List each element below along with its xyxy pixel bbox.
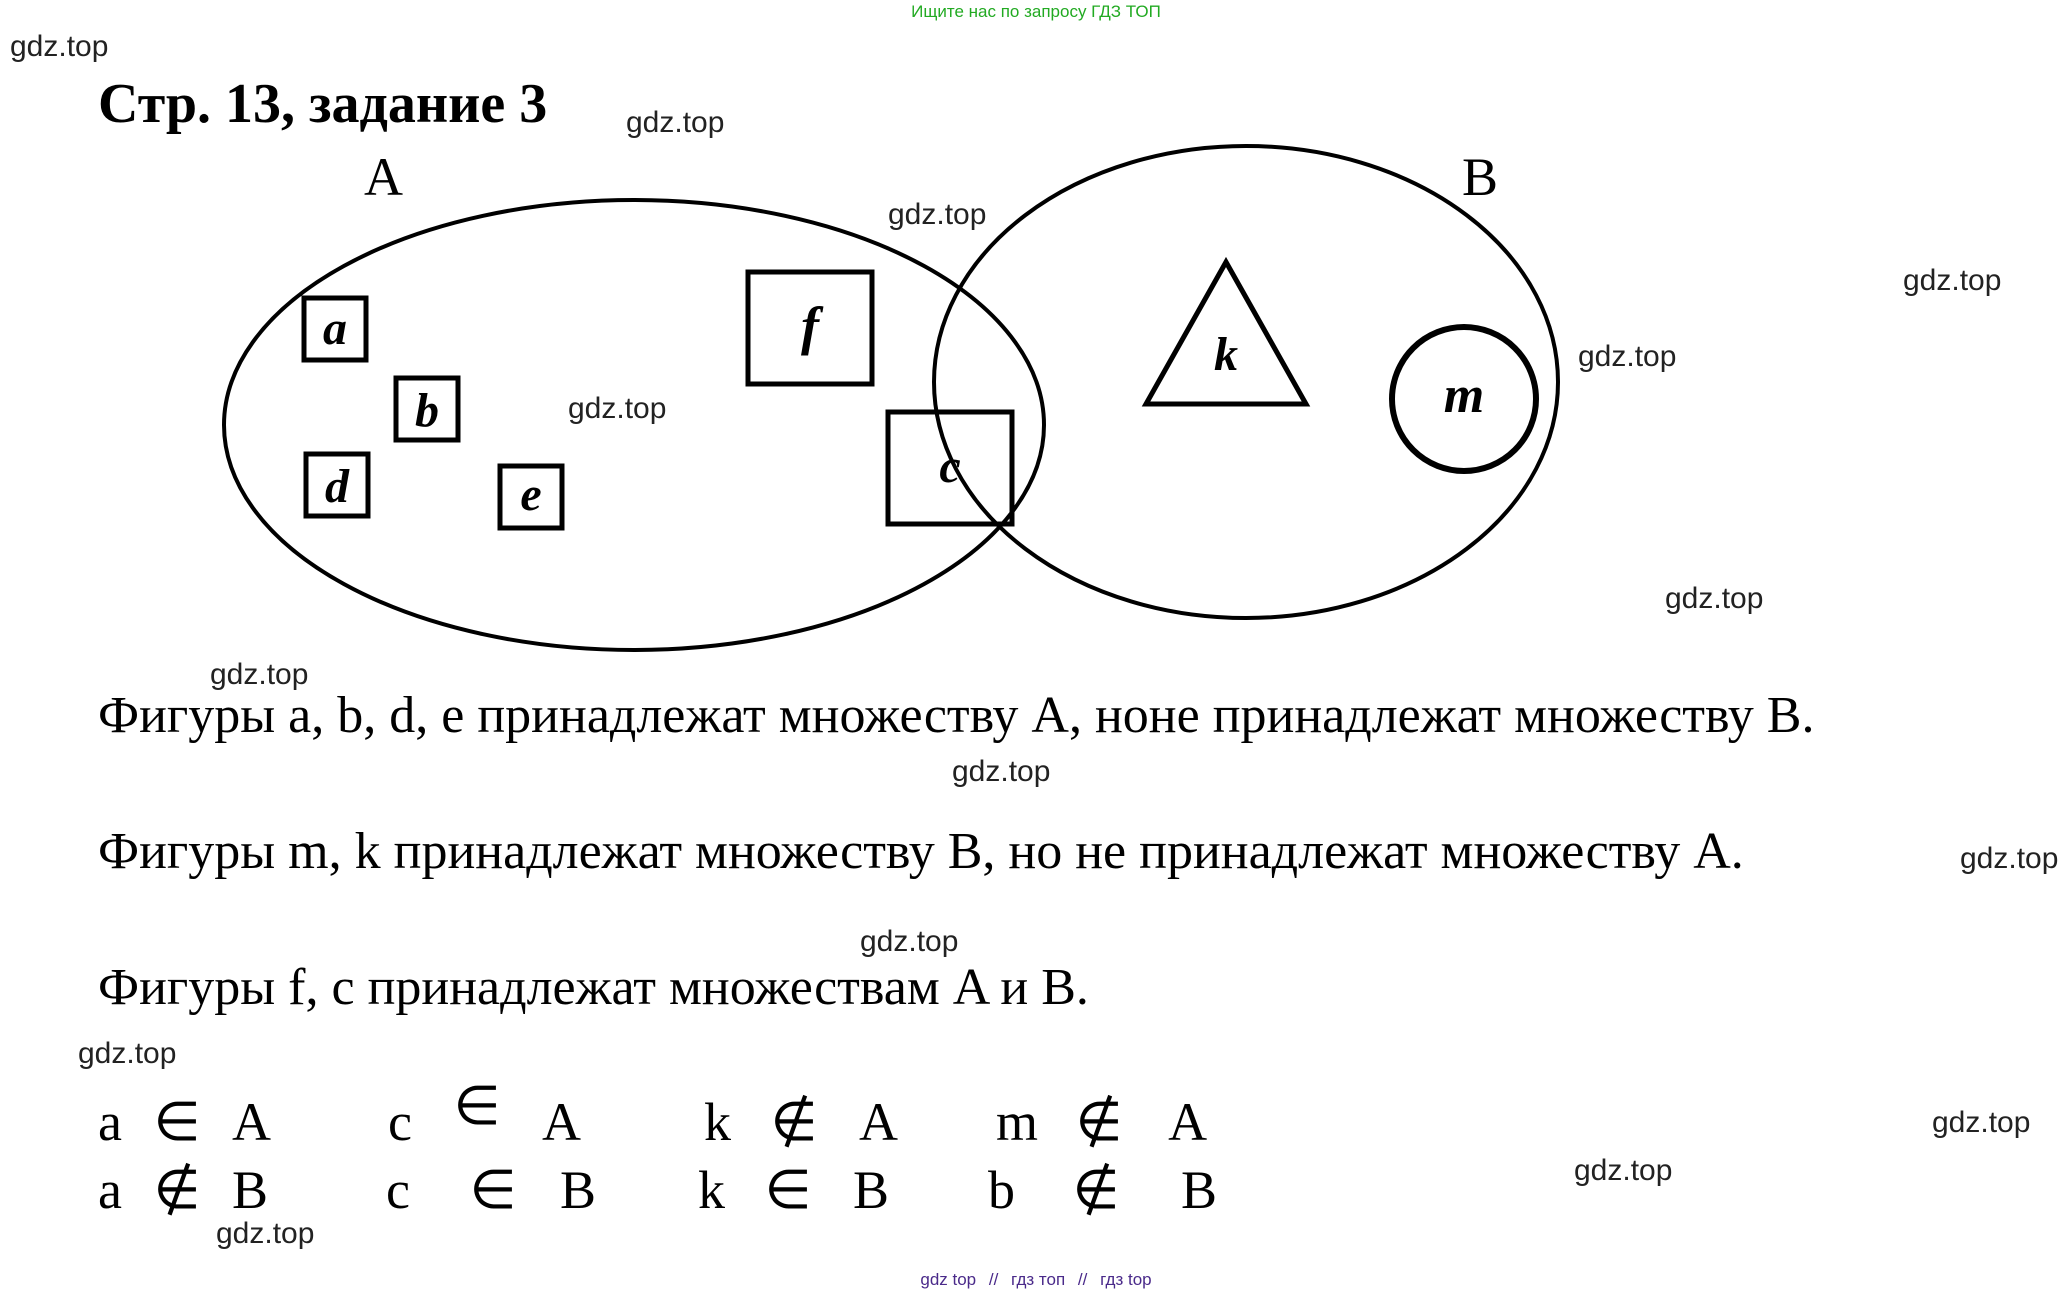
paragraph-2: Фигуры m, k принадлежат множеству B, но не принадлежат множеству A. bbox=[98, 823, 1744, 880]
membership-symbol: ∈ bbox=[764, 1160, 812, 1220]
watermark: gdz.top bbox=[1903, 264, 2002, 297]
watermark: gdz.top bbox=[888, 198, 987, 231]
watermark: gdz.top bbox=[860, 925, 959, 958]
watermark: gdz.top bbox=[216, 1217, 315, 1250]
element-label: k bbox=[704, 1092, 731, 1152]
paragraph-1: Фигуры a, b, d, e принадлежат множеству A, ноне принадлежат множеству B. bbox=[98, 687, 1815, 744]
element-label: a bbox=[98, 1160, 122, 1220]
watermark: gdz.top bbox=[210, 658, 309, 691]
top-banner[interactable]: Ищите нас по запросу ГДЗ ТОП bbox=[911, 2, 1161, 21]
footer-link[interactable]: гдз топ bbox=[1011, 1270, 1066, 1289]
membership-symbol: ∈ bbox=[453, 1076, 501, 1136]
watermark: gdz.top bbox=[1578, 340, 1677, 373]
figure-c-label: c bbox=[939, 440, 961, 493]
element-label: m bbox=[996, 1092, 1039, 1152]
watermark: gdz.top bbox=[1574, 1154, 1673, 1187]
watermark: gdz.top bbox=[1665, 582, 1764, 615]
not-member-symbol: ∉ bbox=[1075, 1092, 1123, 1152]
membership-symbol: ∈ bbox=[469, 1160, 517, 1220]
footer-link[interactable]: гдз top bbox=[1100, 1270, 1152, 1289]
watermark: gdz.top bbox=[10, 30, 109, 63]
watermark: gdz.top bbox=[1960, 842, 2059, 875]
footer-link[interactable]: gdz top bbox=[920, 1270, 977, 1289]
set-a-label: A bbox=[364, 147, 403, 207]
set-label: B bbox=[560, 1160, 597, 1220]
not-member-symbol: ∉ bbox=[153, 1160, 201, 1220]
set-label: B bbox=[853, 1160, 890, 1220]
footer-links bbox=[0, 1270, 2072, 1290]
set-label: B bbox=[232, 1160, 269, 1220]
relation-row1-col2 bbox=[388, 1076, 582, 1153]
set-label: A bbox=[542, 1092, 582, 1152]
watermark: gdz.top bbox=[78, 1037, 177, 1070]
relation-row2-col4 bbox=[988, 1158, 1217, 1221]
watermark: gdz.top bbox=[568, 392, 667, 425]
set-label: B bbox=[1181, 1160, 1218, 1220]
footer-separator: // bbox=[988, 1270, 999, 1289]
set-a-ellipse bbox=[224, 200, 1044, 650]
relation-row2-col3 bbox=[698, 1158, 889, 1221]
figure-d-label: d bbox=[325, 460, 349, 513]
figure-k-label: k bbox=[1214, 328, 1238, 381]
relation-row1-col4 bbox=[996, 1090, 1207, 1153]
figure-f-label: f bbox=[801, 296, 819, 356]
figure-b-label: b bbox=[415, 384, 439, 437]
relation-row1-col1 bbox=[98, 1090, 271, 1153]
element-label: c bbox=[388, 1092, 412, 1152]
not-member-symbol: ∉ bbox=[770, 1092, 818, 1152]
footer-separator: // bbox=[1077, 1270, 1088, 1289]
not-member-symbol: ∉ bbox=[1072, 1160, 1120, 1220]
paragraph-3: Фигуры f, c принадлежат множествам A и B. bbox=[98, 959, 1089, 1016]
set-label: A bbox=[232, 1092, 272, 1152]
watermark: gdz.top bbox=[1932, 1106, 2031, 1139]
element-label: b bbox=[988, 1160, 1015, 1220]
set-b-label: B bbox=[1462, 147, 1499, 207]
element-label: k bbox=[698, 1160, 725, 1220]
watermark: gdz.top bbox=[626, 106, 725, 139]
figure-e-label: e bbox=[520, 468, 542, 521]
membership-symbol: ∈ bbox=[153, 1092, 201, 1152]
figure-m-label: m bbox=[1443, 367, 1485, 424]
set-label: A bbox=[859, 1092, 899, 1152]
relation-row2-col1 bbox=[98, 1158, 268, 1221]
figure-a-label: a bbox=[323, 302, 347, 355]
watermark: gdz.top bbox=[952, 755, 1051, 788]
relation-row2-col2 bbox=[386, 1158, 596, 1221]
relation-row1-col3 bbox=[704, 1090, 898, 1153]
page-title: Стр. 13, задание 3 bbox=[98, 73, 548, 135]
set-label: A bbox=[1168, 1092, 1208, 1152]
element-label: c bbox=[386, 1160, 410, 1220]
element-label: a bbox=[98, 1092, 122, 1152]
